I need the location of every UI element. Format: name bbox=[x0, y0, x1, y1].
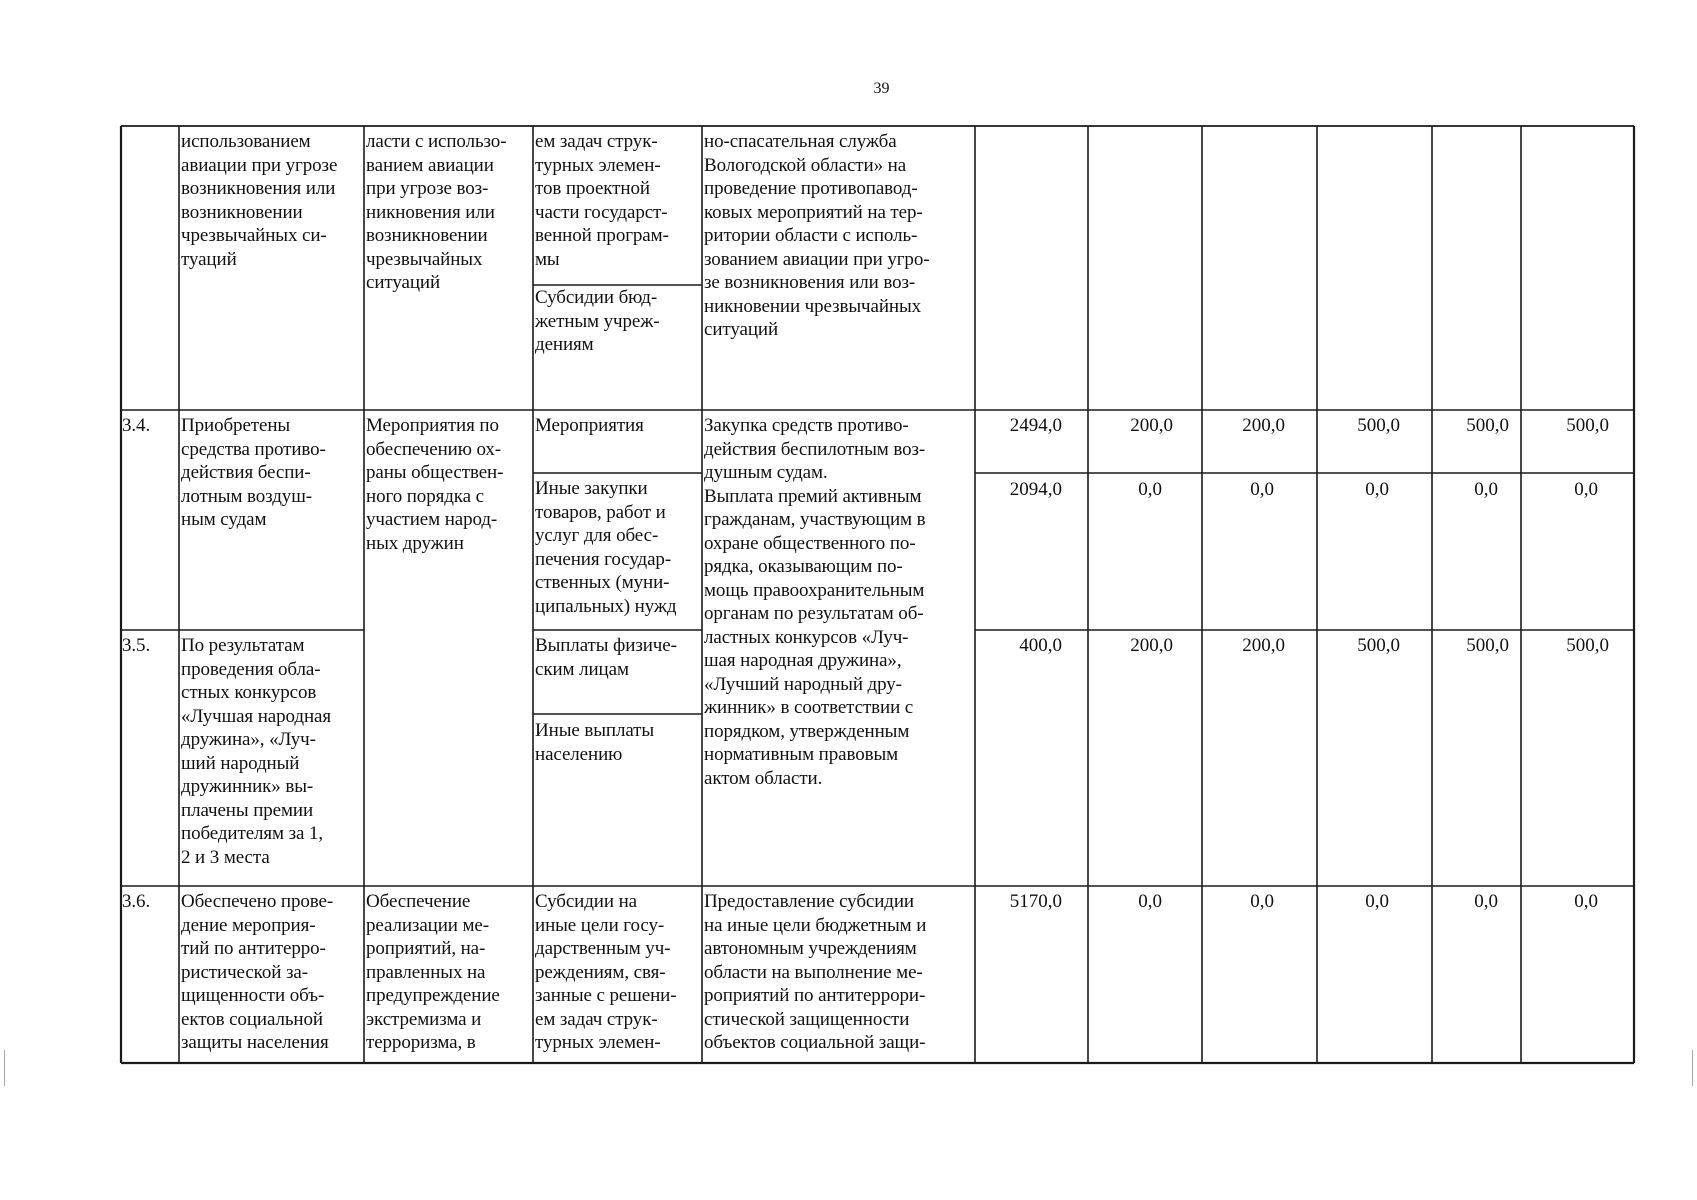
text-line: Предоставление субсидии bbox=[704, 891, 915, 912]
text-line: но-спасательная служба bbox=[704, 131, 897, 152]
text-line: ситуаций bbox=[704, 319, 779, 340]
text-line: дружина», «Луч- bbox=[181, 729, 316, 750]
text-line: реализации ме- bbox=[366, 914, 489, 936]
group-expense-1 bbox=[535, 414, 644, 438]
text-line: дениям bbox=[535, 334, 594, 355]
text-line: лотным воздуш- bbox=[181, 485, 312, 507]
text-line: дружинник» вы- bbox=[181, 776, 314, 797]
text-line: ного порядка с bbox=[366, 485, 484, 507]
group-event-cell bbox=[366, 414, 503, 555]
row-3-5-value-y4: 500,0 bbox=[1466, 635, 1509, 656]
text-line: жинник» в соответствии с bbox=[704, 697, 914, 718]
text-line: предупреждение bbox=[366, 985, 500, 1006]
text-line: Обеспечение bbox=[366, 891, 471, 912]
row-3-4-value-y2-b: 0,0 bbox=[1250, 479, 1274, 500]
text-line: душным судам. bbox=[704, 462, 828, 483]
text-line: плачены премии bbox=[181, 799, 314, 821]
row-3-4-value-y5-a: 500,0 bbox=[1566, 415, 1609, 436]
text-line: тий по антитерро- bbox=[181, 938, 326, 959]
text-line: ским лицам bbox=[535, 658, 629, 680]
text-line: турных элемен- bbox=[535, 1032, 661, 1053]
text-line: Обеспечено прове- bbox=[181, 891, 334, 912]
scan-edge-mark-right bbox=[1692, 1050, 1693, 1086]
text-line: возникновении bbox=[366, 225, 488, 246]
row-3-6-description bbox=[704, 890, 926, 1055]
text-line: участием народ- bbox=[366, 509, 498, 530]
row-3-5-value-y2: 200,0 bbox=[1242, 635, 1285, 656]
text-line: ковых мероприятий на тер- bbox=[704, 201, 923, 223]
text-line: Иные выплаты bbox=[535, 720, 655, 741]
text-line: иные цели госу- bbox=[535, 914, 665, 936]
row-3-4-result bbox=[181, 414, 326, 532]
text-line: экстремизма и bbox=[366, 1008, 482, 1030]
text-line: охране общественного по- bbox=[704, 532, 916, 554]
text-line: автономным учреждениям bbox=[704, 938, 917, 959]
text-line: мы bbox=[535, 248, 560, 270]
text-line: проведение противопавод- bbox=[704, 178, 918, 199]
text-line: Субсидии бюд- bbox=[535, 287, 658, 308]
text-line: ем задач струк- bbox=[535, 131, 658, 152]
text-line: средства противо- bbox=[181, 438, 326, 460]
text-line: венной програм- bbox=[535, 225, 669, 246]
text-line: стической защищенности bbox=[704, 1008, 910, 1030]
text-line: ванием авиации bbox=[366, 154, 494, 176]
row-3-6-value-total: 5170,0 bbox=[1009, 891, 1062, 912]
text-line: Иные закупки bbox=[535, 478, 648, 499]
text-line: ектов социальной bbox=[181, 1008, 323, 1030]
text-line: возникновения или bbox=[181, 178, 336, 199]
text-line: Мероприятия bbox=[535, 415, 644, 436]
cont-expense-a-cell bbox=[535, 130, 669, 271]
row-3-6-value-y2: 0,0 bbox=[1250, 891, 1274, 912]
row-3-5-value-y5: 500,0 bbox=[1566, 635, 1609, 656]
text-line: роприятий по антитеррори- bbox=[704, 985, 926, 1006]
text-line: роприятий, на- bbox=[366, 938, 486, 959]
text-line: ным судам bbox=[181, 509, 267, 530]
text-line: ственных (муни- bbox=[535, 572, 670, 593]
text-line: Вологодской области» на bbox=[704, 154, 907, 176]
text-line: при угрозе воз- bbox=[366, 178, 489, 199]
text-line: проведения обла- bbox=[181, 658, 321, 680]
text-line: авиации при угрозе bbox=[181, 154, 338, 176]
text-line: актом области. bbox=[704, 767, 823, 789]
row-3-4-number: 3.4. bbox=[122, 415, 151, 436]
text-line: терроризма, в bbox=[366, 1032, 476, 1053]
text-line: порядком, утвержденным bbox=[704, 720, 910, 742]
row-3-6-result bbox=[181, 890, 333, 1055]
text-line: зованием авиации при угро- bbox=[704, 248, 930, 270]
scan-edge-mark-left bbox=[4, 1050, 5, 1086]
text-line: использованием bbox=[181, 131, 311, 152]
text-line: ший народный bbox=[181, 752, 300, 774]
text-line: Приобретены bbox=[181, 415, 291, 436]
row-3-5-value-y3: 500,0 bbox=[1357, 635, 1400, 656]
text-line: стных конкурсов bbox=[181, 682, 317, 703]
group-description-cell bbox=[704, 414, 925, 790]
text-line: чрезвычайных bbox=[366, 248, 483, 270]
text-line: Выплаты физиче- bbox=[535, 635, 677, 656]
text-line: ристической за- bbox=[181, 961, 308, 983]
text-line: действия беспилотным воз- bbox=[704, 438, 926, 460]
text-line: чрезвычайных си- bbox=[181, 225, 327, 246]
row-3-6-number: 3.6. bbox=[122, 891, 151, 912]
row-3-4-value-total-a: 2494,0 bbox=[1009, 415, 1062, 436]
cont-result-cell bbox=[181, 130, 337, 271]
row-3-4-value-total-b: 2094,0 bbox=[1009, 479, 1062, 500]
text-line: ритории области с исполь- bbox=[704, 225, 918, 246]
row-3-5-value-total: 400,0 bbox=[1019, 635, 1062, 656]
text-line: ем задач струк- bbox=[535, 1008, 658, 1030]
text-line: услуг для обес- bbox=[535, 525, 659, 546]
text-line: области на выполнение ме- bbox=[704, 961, 923, 983]
text-line: возникновении bbox=[181, 201, 303, 223]
text-line: органам по результатам об- bbox=[704, 603, 924, 624]
text-line: реждениям, свя- bbox=[535, 961, 666, 983]
text-line: никновения или bbox=[366, 201, 495, 223]
text-line: товаров, работ и bbox=[535, 501, 666, 523]
text-line: 2 и 3 места bbox=[181, 846, 270, 868]
text-line: населению bbox=[535, 743, 623, 765]
row-3-6-value-y5: 0,0 bbox=[1574, 891, 1598, 912]
text-line: жетным учреж- bbox=[535, 310, 660, 332]
row-3-4-value-y4-a: 500,0 bbox=[1466, 415, 1509, 436]
text-line: ситуаций bbox=[366, 272, 441, 293]
text-line: ципальных) нужд bbox=[535, 595, 677, 617]
text-line: щищенности объ- bbox=[181, 985, 325, 1006]
row-3-5-value-y1: 200,0 bbox=[1130, 635, 1173, 656]
text-line: Субсидии на bbox=[535, 891, 637, 912]
text-line: нормативным правовым bbox=[704, 744, 899, 765]
text-line: победителям за 1, bbox=[181, 823, 324, 844]
row-3-4-value-y1-b: 0,0 bbox=[1138, 479, 1162, 500]
text-line: турных элемен- bbox=[535, 154, 661, 176]
text-line: раны обществен- bbox=[366, 462, 504, 483]
text-line: зе возникновения или воз- bbox=[704, 272, 916, 293]
row-3-4-value-y3-b: 0,0 bbox=[1365, 479, 1389, 500]
row-3-6-value-y3: 0,0 bbox=[1365, 891, 1389, 912]
row-3-5-result bbox=[181, 634, 331, 869]
page-number: 39 bbox=[873, 80, 890, 97]
text-line: дение мероприя- bbox=[181, 914, 316, 936]
row-3-4-value-y5-b: 0,0 bbox=[1574, 479, 1598, 500]
row-3-4-value-y3-a: 500,0 bbox=[1357, 415, 1400, 436]
text-line: ных дружин bbox=[366, 532, 464, 554]
text-line: ласти с использо- bbox=[366, 131, 507, 152]
row-3-5-number: 3.5. bbox=[122, 635, 151, 656]
text-line: действия беспи- bbox=[181, 462, 311, 483]
text-line: туаций bbox=[181, 248, 237, 270]
row-3-4-value-y4-b: 0,0 bbox=[1474, 479, 1498, 500]
group-expense-2 bbox=[535, 477, 676, 618]
group-expense-4 bbox=[535, 719, 654, 766]
text-line: мощь правоохранительным bbox=[704, 579, 925, 601]
row-3-4-value-y1-a: 200,0 bbox=[1130, 415, 1173, 436]
text-line: шая народная дружина», bbox=[704, 650, 902, 671]
text-line: обеспечению ох- bbox=[366, 438, 502, 460]
cont-expense-b-cell bbox=[535, 286, 659, 357]
row-3-6-value-y4: 0,0 bbox=[1474, 891, 1498, 912]
text-line: правленных на bbox=[366, 961, 486, 983]
text-line: «Лучший народный дру- bbox=[704, 673, 902, 695]
text-line: ластных конкурсов «Луч- bbox=[704, 626, 909, 648]
text-line: печения государ- bbox=[535, 548, 672, 570]
text-line: рядка, оказывающим по- bbox=[704, 556, 903, 577]
text-line: Закупка средств противо- bbox=[704, 415, 909, 436]
row-3-6-event bbox=[366, 890, 500, 1055]
row-3-6-expense bbox=[535, 890, 676, 1055]
text-line: защиты населения bbox=[181, 1032, 329, 1053]
text-line: Выплата премий активным bbox=[704, 485, 922, 507]
text-line: на иные цели бюджетным и bbox=[704, 914, 927, 936]
cont-description-cell bbox=[704, 130, 929, 342]
text-line: «Лучшая народная bbox=[181, 705, 331, 727]
text-line: гражданам, участвующим в bbox=[704, 509, 926, 530]
text-line: По результатам bbox=[181, 635, 305, 656]
text-line: объектов социальной защи- bbox=[704, 1032, 926, 1053]
row-3-4-value-y2-a: 200,0 bbox=[1242, 415, 1285, 436]
text-line: Мероприятия по bbox=[366, 415, 499, 436]
text-line: части государст- bbox=[535, 201, 668, 223]
text-line: занные с решени- bbox=[535, 985, 677, 1006]
cont-event-cell bbox=[366, 130, 506, 295]
text-line: дарственным уч- bbox=[535, 938, 671, 959]
text-line: тов проектной bbox=[535, 178, 650, 199]
text-line: никновении чрезвычайных bbox=[704, 295, 922, 317]
group-expense-3 bbox=[535, 634, 677, 681]
row-3-6-value-y1: 0,0 bbox=[1138, 891, 1162, 912]
